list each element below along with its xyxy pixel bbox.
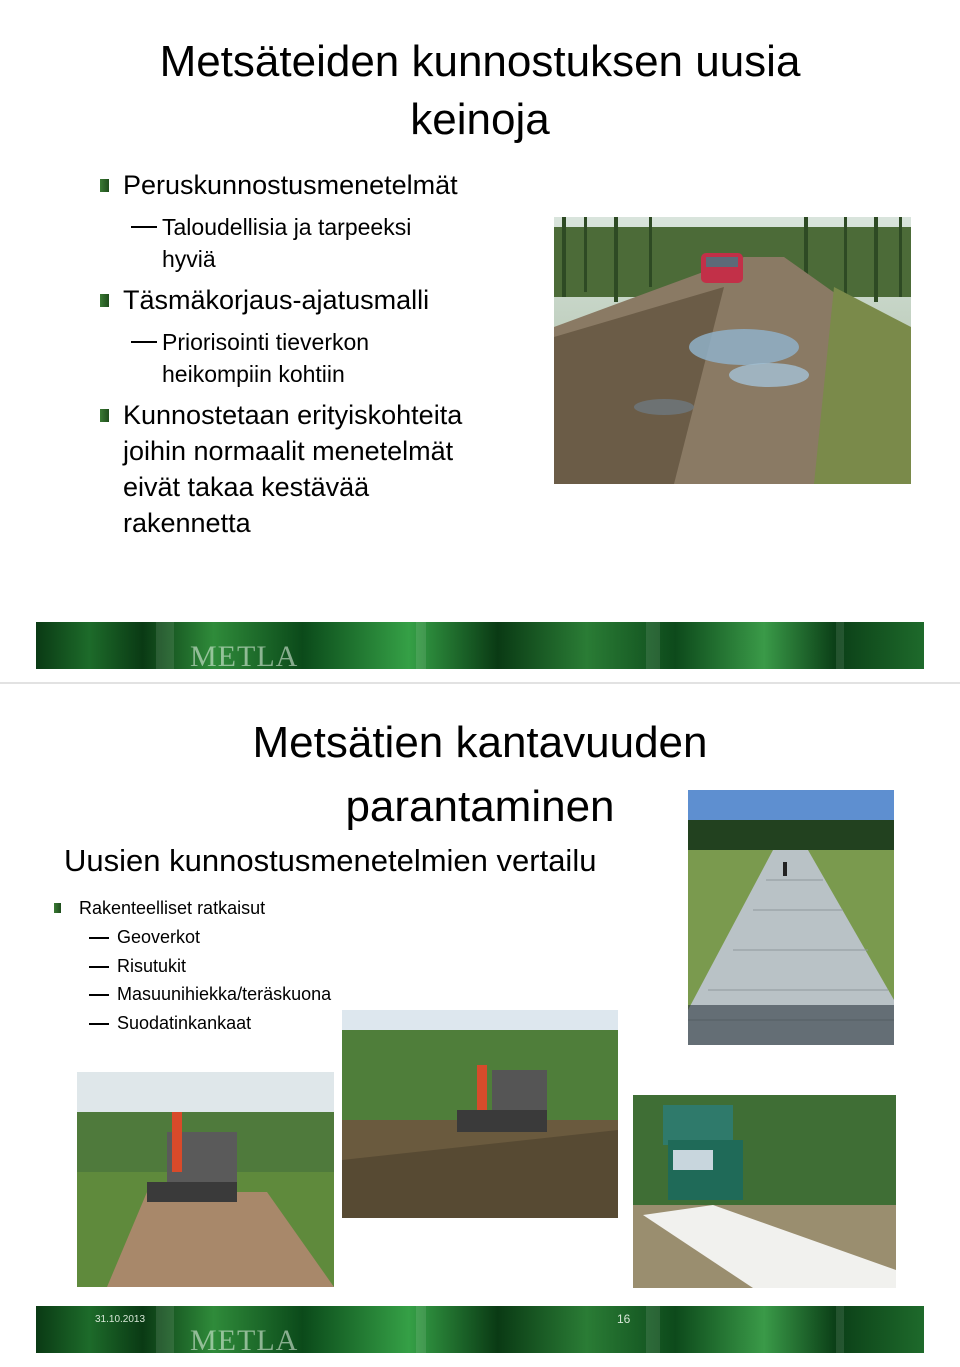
slide-2 [0, 684, 960, 1367]
bullet-square-icon [54, 903, 61, 913]
slide-1-title-line-1: Metsäteiden kunnostuksen uusia [159, 37, 801, 86]
sub-line: hyviä [162, 246, 216, 272]
sub-bullet-priorisointi [162, 326, 369, 390]
sub-item-geoverkot: Geoverkot [117, 927, 201, 947]
sub-line: Priorisointi tieverkon [162, 329, 370, 355]
footer-page-number: 16 [617, 1312, 631, 1326]
bullet-square-icon [100, 294, 109, 307]
footer-bar [36, 1306, 924, 1353]
footer-bar [36, 622, 924, 669]
sub-line: Taloudellisia ja tarpeeksi [162, 214, 412, 240]
truck-fabric-photo [633, 1095, 896, 1288]
metla-logo: METLA [190, 1324, 299, 1353]
bullet-rakenteelliset: Rakenteelliset ratkaisut [79, 898, 266, 918]
excavator-photo-2 [342, 1010, 618, 1218]
bullet-line: eivät takaa kestävää [123, 472, 370, 502]
bullet-line: Kunnostetaan erityiskohteita [123, 400, 463, 430]
dash-icon [131, 226, 157, 228]
dash-icon [89, 1023, 109, 1025]
dash-icon [89, 937, 109, 939]
bullet-line: rakennetta [123, 508, 251, 538]
slide-2-title-line-1: Metsätien kantavuuden [252, 718, 708, 767]
slide-1 [0, 0, 960, 682]
sub-line: heikompiin kohtiin [162, 361, 345, 387]
slide-1-title-line-2: keinoja [410, 95, 550, 144]
dash-icon [89, 966, 109, 968]
dash-icon [131, 341, 157, 343]
bullet-square-icon [100, 409, 109, 422]
sub-item-masuunihiekka: Masuunihiekka/teräskuona [117, 984, 332, 1004]
sub-item-risutukit: Risutukit [117, 956, 187, 976]
bullet-tasmakorjaus: Täsmäkorjaus-ajatusmalli [123, 285, 430, 315]
excavator-photo-1 [77, 1072, 334, 1287]
muddy-road-photo [554, 217, 911, 484]
bullet-line: joihin normaalit menetelmät [123, 436, 454, 466]
bullet-peruskunnostus: Peruskunnostusmenetelmät [123, 170, 458, 200]
dash-icon [89, 994, 109, 996]
footer-date: 31.10.2013 [95, 1314, 146, 1325]
slide-2-subtitle: Uusien kunnostusmenetelmien vertailu [64, 843, 597, 878]
bullet-square-icon [100, 179, 109, 192]
metla-logo: METLA [190, 640, 299, 669]
sub-bullet-taloudellisia [162, 211, 411, 275]
slide-1-title [60, 33, 900, 149]
sub-item-suodatinkankaat: Suodatinkankaat [117, 1013, 252, 1033]
geogrid-road-photo [688, 790, 894, 1045]
bullet-kunnostetaan [123, 397, 462, 541]
slide-2-title-line-2: parantaminen [345, 782, 615, 831]
